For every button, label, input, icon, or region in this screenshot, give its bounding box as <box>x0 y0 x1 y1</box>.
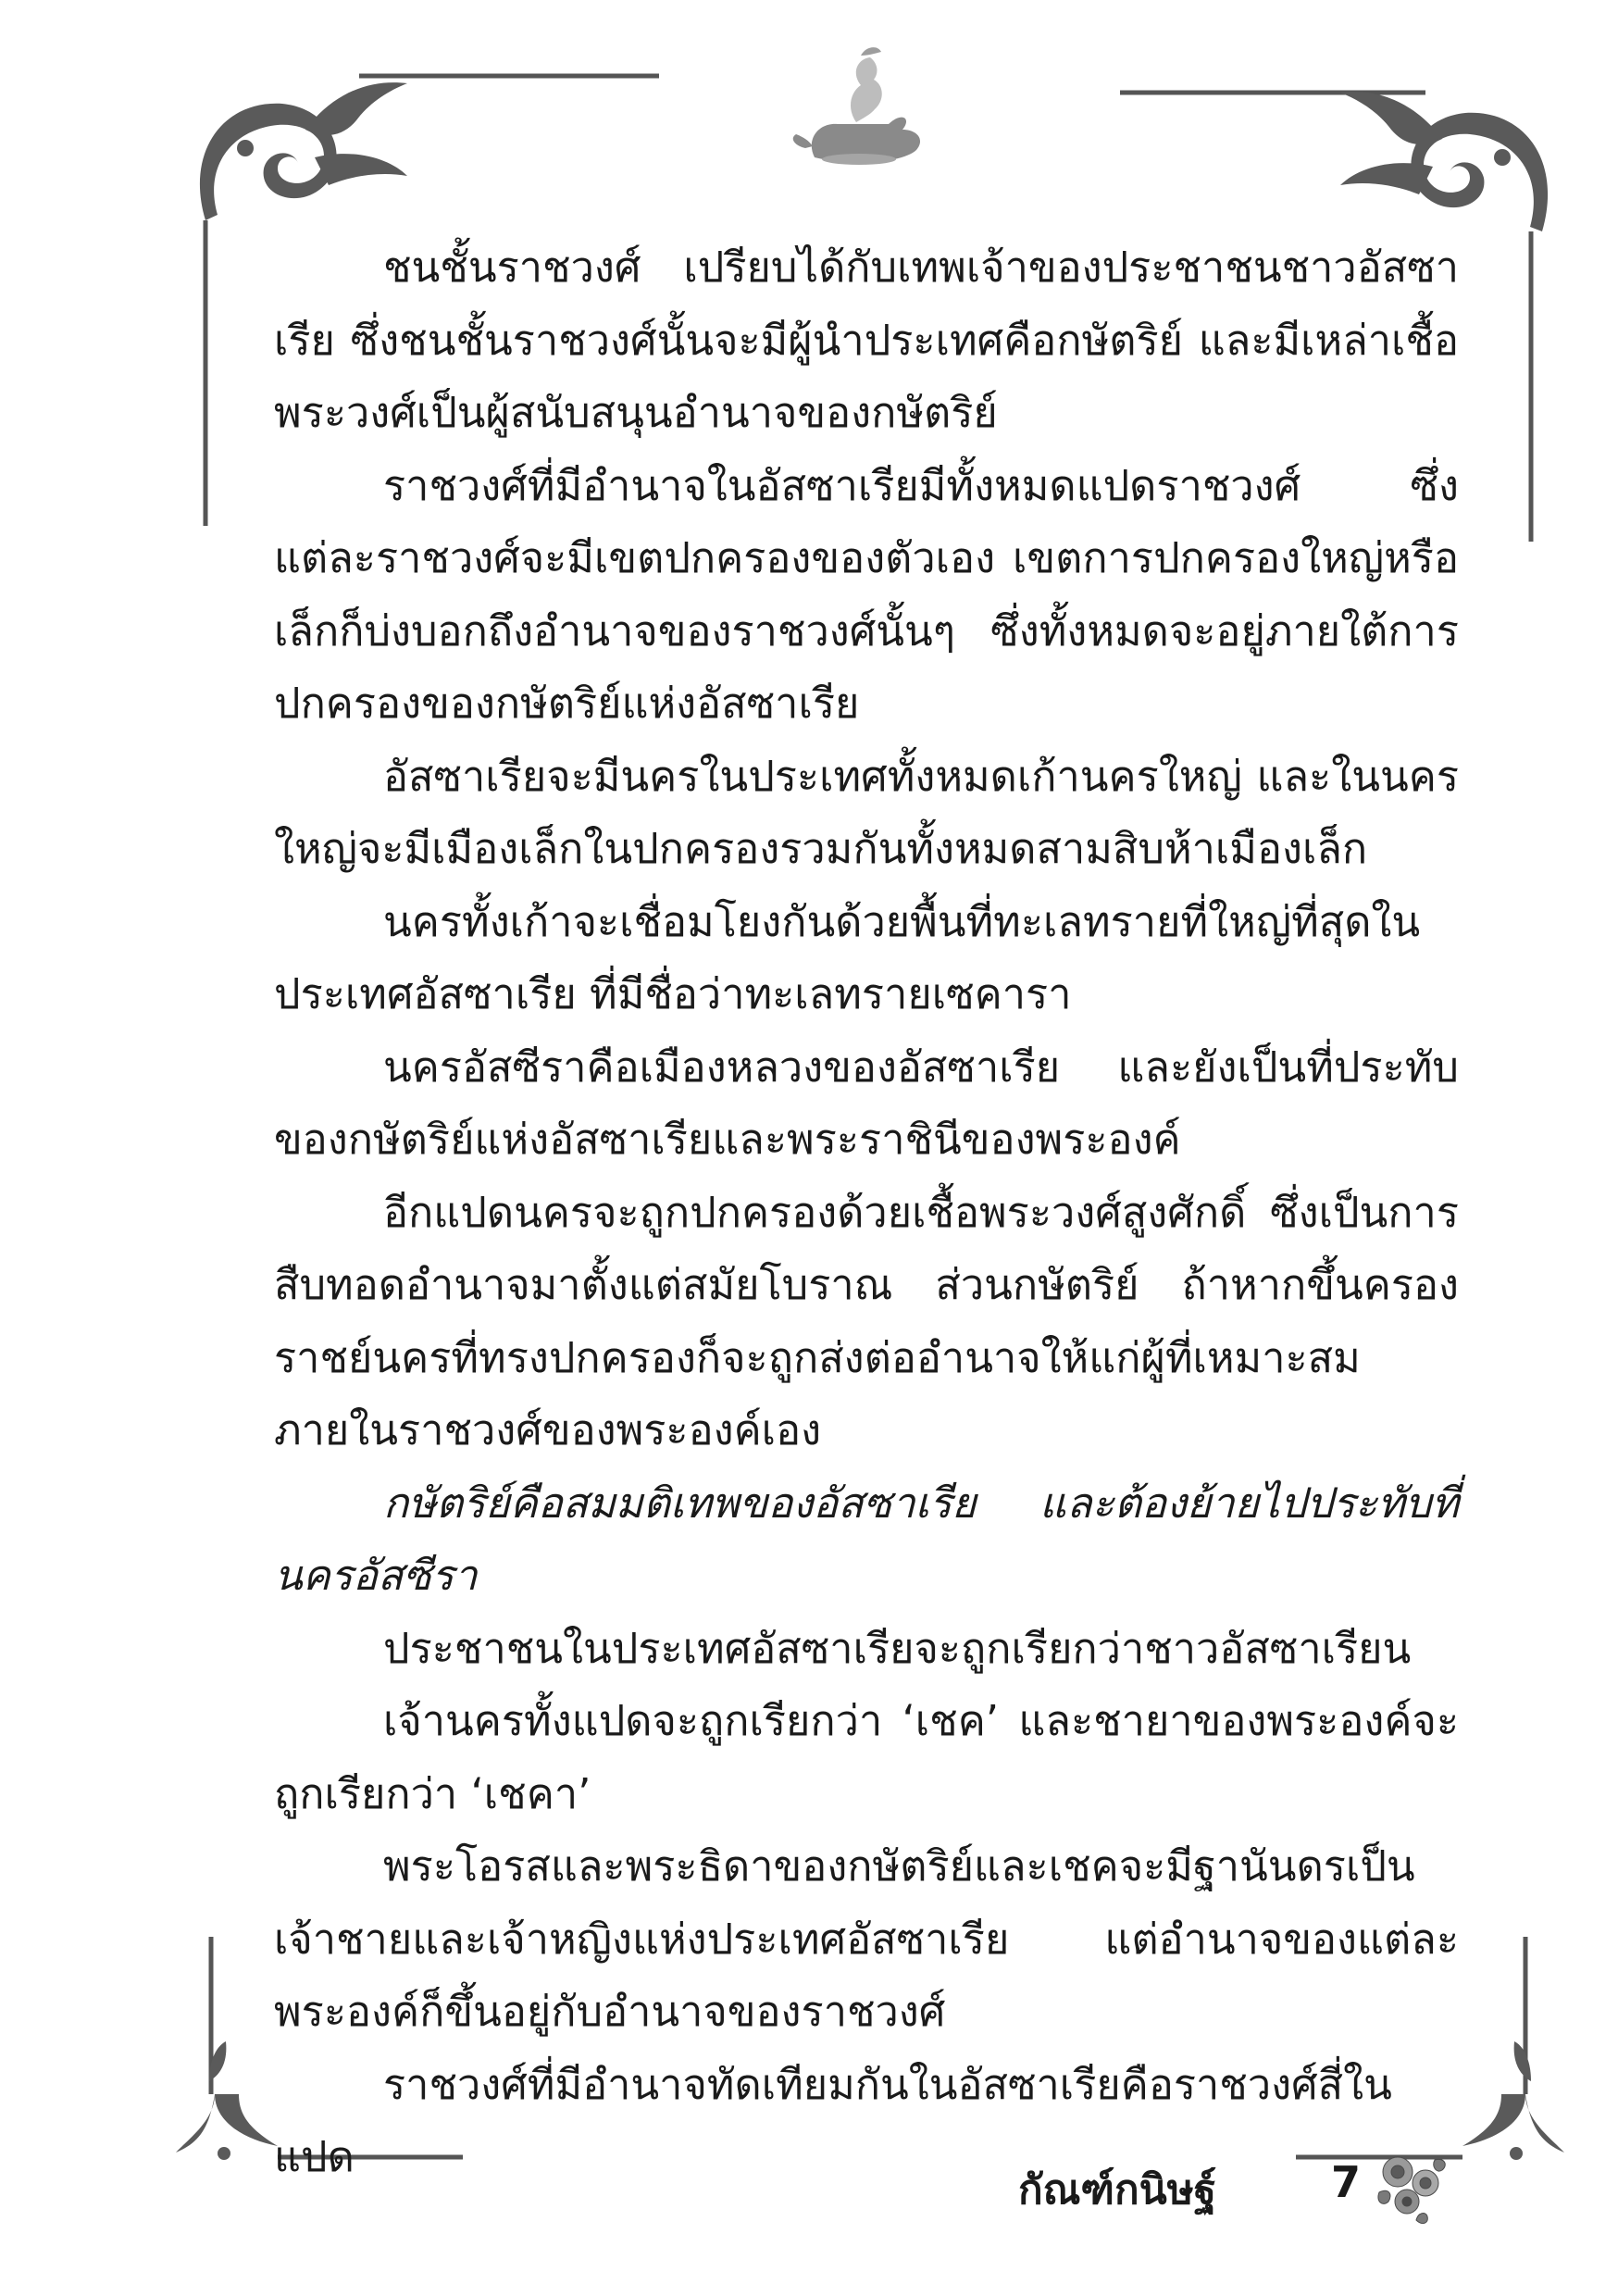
paragraph: นครอัสซีราคือเมืองหลวงของอัสซาเรีย และยังเป็นที่ประทับของกษัตริย์แห่งอัสซาเรียและพระราชินีของพระองค์ <box>274 1042 1459 1164</box>
paragraph: นครทั้งเก้าจะเชื่อมโยงกันด้วยพื้นที่ทะเลทรายที่ใหญ่ที่สุดในประเทศอัสซาเรีย ที่มีชื่อว่าทะเลทรายเซคารา <box>274 896 1421 1018</box>
genie-lamp-icon <box>793 47 920 165</box>
scroll-flourish-icon <box>1340 92 1548 231</box>
body-text <box>274 231 1459 2194</box>
book-title: กัณฑ์กนิษฐ์ <box>1018 2166 1216 2214</box>
paragraph: เจ้านครทั้งแปดจะถูกเรียกว่า ‘เชค’ และชายาของพระองค์จะถูกเรียกว่า ‘เชคา’ <box>274 1696 1459 1818</box>
scroll-flourish-icon <box>1462 2041 1564 2160</box>
paragraph: อัสซาเรียจะมีนครในประเทศทั้งหมดเก้านครใหญ่ และในนครใหญ่จะมีเมืองเล็กในปกครองรวมกันทั้งหมดสามสิบห้าเมืองเล็ก <box>274 751 1459 873</box>
paragraph: อีกแปดนครจะถูกปกครองด้วยเชื้อพระวงศ์สูงศักดิ์ ซึ่งเป็นการสืบทอดอำนาจมาตั้งแต่สมัยโบราณ ส่วนกษัตริย์ ถ้าหากขึ้นครองราชย์นครที่ทรงปกครองก็จะถูกส่งต่ออำนาจให้แก่ผู้ที่เหมาะสมภายในราชวงศ์ของพระองค์เอง <box>274 1187 1459 1454</box>
scroll-flourish-icon <box>200 82 407 220</box>
page-footer <box>1018 2157 1425 2231</box>
scroll-flourish-icon <box>176 2041 278 2160</box>
flower-cluster-icon <box>1361 2137 1462 2239</box>
paragraph: พระโอรสและพระธิดาของกษัตริย์และเชคจะมีฐานันดรเป็นเจ้าชายและเจ้าหญิงแห่งประเทศอัสซาเรีย แต่อำนาจของแต่ละพระองค์ก็ขึ้นอยู่กับอำนาจของราชวงศ์ <box>274 1841 1459 2036</box>
paragraph: ราชวงศ์ที่มีอำนาจทัดเทียมกันในอัสซาเรียคือราชวงศ์สี่ในแปด <box>274 2059 1392 2181</box>
paragraph: ชนชั้นราชวงศ์ เปรียบได้กับเทพเจ้าของประชาชนชาวอัสซาเรีย ซึ่งชนชั้นราชวงศ์นั้นจะมีผู้นำประเทศคือกษัตริย์ และมีเหล่าเชื้อพระวงศ์เป็นผู้สนับสนุนอำนาจของกษัตริย์ <box>274 243 1459 437</box>
italic-paragraph: กษัตริย์คือสมมติเทพของอัสซาเรีย และต้องย้ายไปประทับที่นครอัสซีรา <box>274 1478 1459 1600</box>
page-number: 7 <box>1331 2157 1362 2207</box>
paragraph: ราชวงศ์ที่มีอำนาจในอัสซาเรียมีทั้งหมดแปดราชวงศ์ ซึ่งแต่ละราชวงศ์จะมีเขตปกครองของตัวเอง เขตการปกครองใหญ่หรือเล็กก็บ่งบอกถึงอำนาจของราชวงศ์นั้นๆ ซึ่งทั้งหมดจะอยู่ภายใต้การปกครองของกษัตริย์แห่งอัสซาเรีย <box>274 460 1459 728</box>
paragraph: ประชาชนในประเทศอัสซาเรียจะถูกเรียกว่าชาวอัสซาเรียน <box>383 1623 1412 1673</box>
